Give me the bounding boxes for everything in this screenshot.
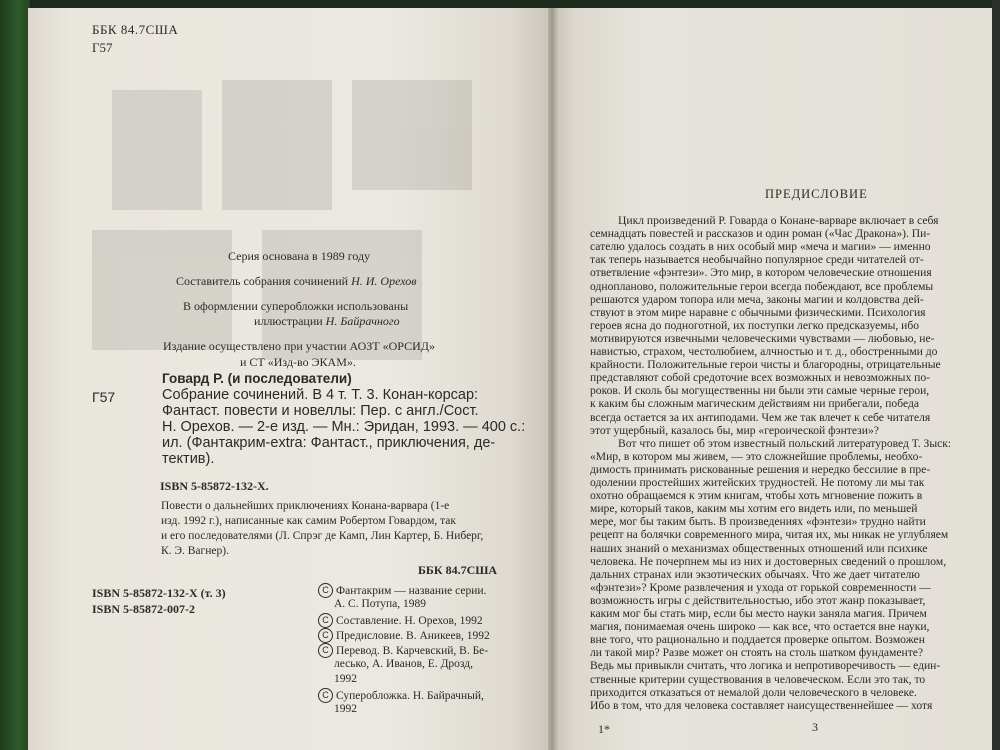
preface-line: навистью, страхом, честолюбием, алчностью и т. д., обостренными до xyxy=(590,345,938,358)
isbn-line: ISBN 5-85872-132-X (т. 3) xyxy=(92,586,226,600)
preface-line: семнадцать повестей и рассказов и один роман («Час Дракона»). Пи- xyxy=(590,227,931,241)
catalog-line: Н. Орехов. — 2-е изд. — Мн.: Эридан, 1993. — 400 с.: xyxy=(162,419,526,435)
bbk-code-bottom: ББК 84.7США xyxy=(418,563,498,577)
preface-line: дальних странах или экзотических обычаях. Что же дает читателю xyxy=(590,567,920,581)
copyright-entry-cont: 1992 xyxy=(334,673,357,685)
preface-line: вне того, что рационально и поддается проверке опытом. Возможен xyxy=(590,633,925,647)
preface-line: мере, мог бы таким быть. В произведениях «фэнтези» трудно найти xyxy=(590,515,926,529)
preface-line: димость принимать рискованные решения и нередко бессилие в пре- xyxy=(590,462,931,476)
copyright-icon: C xyxy=(318,583,333,598)
preface-line: охотно обращаемся к этим книгам, чтобы хоть мгновение пожить в xyxy=(590,489,923,503)
annotation-line: и его последователями (Л. Спрэг де Камп, Лин Картер, Б. Ниберг, xyxy=(161,530,484,542)
preface-line: одолении простейших житейских трудностей. Не потому ли мы так xyxy=(590,476,925,489)
design-note-line2 xyxy=(254,314,400,329)
illustrator-name: Н. Байрачного xyxy=(325,314,400,328)
author-code: Г57 xyxy=(92,389,116,405)
copyright-icon: C xyxy=(318,628,333,643)
compiler-name: Н. И. Орехов xyxy=(351,274,417,288)
preface-line: магия, понимаемая очень широко — как все, что остается вне науки, xyxy=(590,620,930,634)
preface-line: ствуют в этом мире наравне с обычными физическими. Психология xyxy=(590,305,926,319)
preface-line: мире, который таков, каким мы хотим его видеть или, по меньшей xyxy=(590,502,918,516)
copyright-entry: C Предисловие. В. Аникеев, 1992 xyxy=(318,628,490,643)
copyright-entry: C Фантакрим — название серии. xyxy=(318,583,486,598)
background-right xyxy=(992,0,1000,750)
series-note: Серия основана в 1989 году xyxy=(228,249,371,263)
preface-line: ли такой мир? Разве может он стоять на столь шатком фундаменте? xyxy=(590,646,924,660)
preface-line: наших знаний о механизмах общественных отношений или психике xyxy=(590,541,928,555)
preface-line: возможность игры с действительностью, ибо этот жанр показывает, xyxy=(590,593,926,607)
catalog-line: тектив). xyxy=(162,451,215,467)
preface-line: решаются ударом топора или меча, законы магии и колдовства дей- xyxy=(590,292,924,306)
preface-line: крайности. Положительные герои чисты и благородны, отрицательные xyxy=(590,358,941,372)
publisher-line1: Издание осуществлено при участии АОЗТ «ОРСИД» xyxy=(163,339,435,353)
isbn-line: ISBN 5-85872-007-2 xyxy=(92,602,196,616)
copyright-entry-cont: лесько, А. Иванов, Е. Дрозд, xyxy=(334,658,473,670)
annotation-line: Повести о дальнейших приключениях Конана-варвара (1-е xyxy=(161,500,450,512)
preface-line: приходится отказаться от немалой доли человеческого в человеке. xyxy=(590,685,917,699)
preface-line: мотивируются извечными человеческими чувствами — любовью, не- xyxy=(590,331,935,345)
preface-line: однопланово, положительные герои всегда побеждают, все проблемы xyxy=(590,279,934,293)
preface-line: рецепт на болячки современного мира, читая их, мы никак не углубляем xyxy=(590,528,949,542)
page-number: 3 xyxy=(812,720,818,734)
copyright-entry: C Суперобложка. Н. Байрачный, xyxy=(318,688,484,703)
preface-line: «Мир, в котором мы живем, — это сложнейшие проблемы, необхо- xyxy=(590,449,923,463)
book-gutter xyxy=(548,8,558,750)
preface-line: представляют собой средоточие всех возможных и невозможных по- xyxy=(590,371,931,385)
copyright-icon: C xyxy=(318,613,333,628)
compiler-prefix: Составитель собрания сочинений xyxy=(176,274,349,288)
copyright-icon: C xyxy=(318,688,333,703)
signature-mark: 1* xyxy=(598,722,610,736)
preface-line: «фэнтези»? Кроме развлечения и ухода от горькой современности — xyxy=(590,580,931,594)
annotation-line: К. Э. Вагнер). xyxy=(161,545,229,557)
preface-line: так теперь называется необычайно популярное среди читателей от- xyxy=(590,253,924,267)
book-cover-edge xyxy=(0,0,30,750)
preface-line: героев ясна до подноготной, их поступки легко предсказуемы, ибо xyxy=(590,318,920,332)
preface-line: ответвление «фэнтези». Это мир, в котором человеческие отношения xyxy=(590,266,932,280)
design-prefix: иллюстрации xyxy=(254,314,323,328)
copyright-icon: C xyxy=(318,643,333,658)
catalog-line: Фантаст. повести и новеллы: Пер. с англ./Сост. xyxy=(162,403,479,419)
publisher-line2: и СТ «Изд-во ЭКАМ». xyxy=(240,355,356,369)
copyright-entry-cont: 1992 xyxy=(334,703,357,715)
author-code-top: Г57 xyxy=(92,40,113,55)
preface-line: Цикл произведений Р. Говарда о Конане-варваре включает в себя xyxy=(618,214,939,227)
preface-line: Вот что пишет об этом известный польский литературовед Т. Зыск: xyxy=(618,436,952,450)
preface-line: Ибо в том, что для человека составляет наисущественнейшее — хотя xyxy=(590,698,933,712)
preface-line: сателю удалось создать в них особый мир «меча и магии» — именно xyxy=(590,240,931,254)
preface-line: Ведь мы привыкли считать, что логика и непротиворечивость — един- xyxy=(590,659,941,673)
preface-line: человека. Не почерпнем мы из них и достоверных сведений о прошлом, xyxy=(590,554,947,568)
bbk-code-top: ББК 84.7США xyxy=(92,22,179,37)
preface-line: к каким бы сложным магическим действиям ни прибегали, победа xyxy=(590,397,920,411)
annotation-line: изд. 1992 г.), написанные как самим Робертом Говардом, так xyxy=(161,515,456,527)
copyright-entry-cont: А. С. Потупа, 1989 xyxy=(334,598,427,610)
preface-title: ПРЕДИСЛОВИЕ xyxy=(765,187,868,201)
preface-line: этот ущербный, казалось бы, мир «героической фэнтези»? xyxy=(590,423,879,437)
preface-line: ственные критерии существования в человеческом. Если это так, то xyxy=(590,672,926,686)
design-note-line1: В оформлении суперобложки использованы xyxy=(183,299,409,313)
isbn-main: ISBN 5-85872-132-X. xyxy=(160,479,269,493)
catalog-line: Собрание сочинений. В 4 т. Т. 3. Конан-корсар: xyxy=(162,387,479,403)
compiler-line xyxy=(176,274,416,289)
catalog-line: Говард Р. (и последователи) xyxy=(162,371,352,386)
copyright-entry: C Перевод. В. Карчевский, В. Бе- xyxy=(318,643,488,658)
preface-line: роков. И сколь бы могущественны ни были эти самые черные герои, xyxy=(590,384,930,398)
catalog-line: ил. (Фантакрим-extra: Фантаст., приключения, де- xyxy=(162,435,496,451)
copyright-entry: C Составление. Н. Орехов, 1992 xyxy=(318,613,483,628)
preface-line: каким мог бы стать мир, если бы место науки заняла магия. Причем xyxy=(590,607,927,620)
preface-line: всегда остается за их антиподами. Чем же так влечет к себе читателя xyxy=(590,410,931,424)
